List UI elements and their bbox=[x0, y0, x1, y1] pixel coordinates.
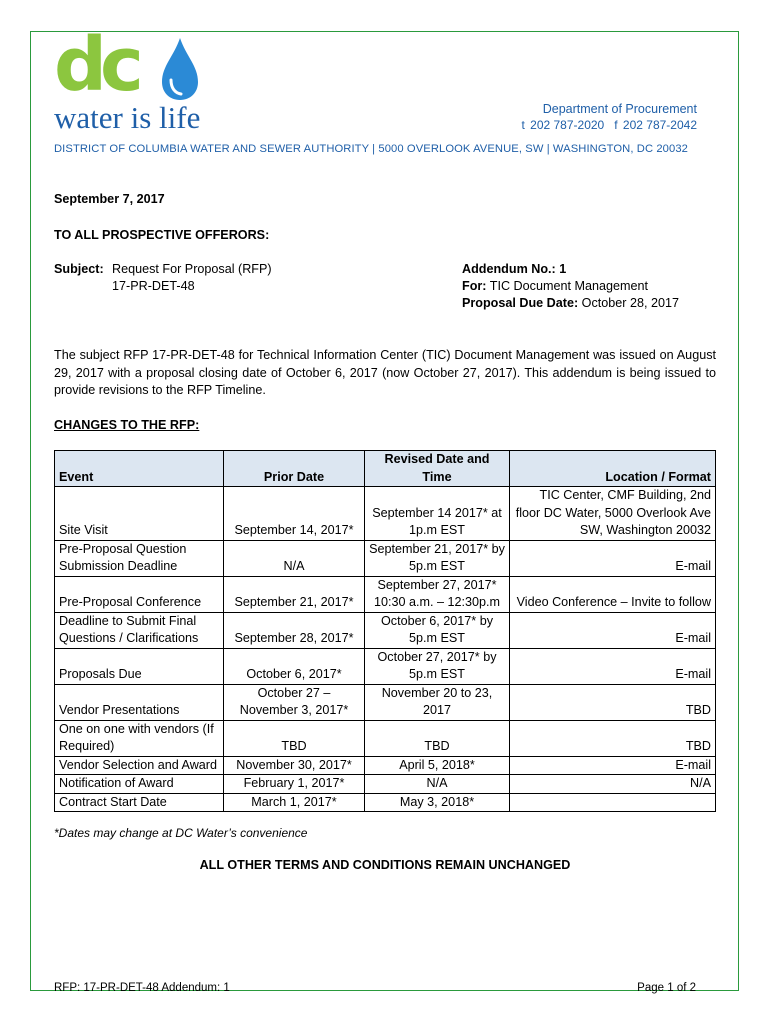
fax-number: 202 787-2042 bbox=[622, 118, 697, 132]
header-event: Event bbox=[55, 451, 224, 487]
cell-prior: October 27 – November 3, 2017* bbox=[224, 684, 365, 720]
cell-location: TBD bbox=[510, 684, 716, 720]
table-row bbox=[55, 684, 716, 720]
cell-event: Proposals Due bbox=[55, 648, 224, 684]
cell-event: Site Visit bbox=[55, 487, 224, 541]
cell-event: Vendor Presentations bbox=[55, 684, 224, 720]
cell-location: TBD bbox=[510, 720, 716, 756]
changes-heading: CHANGES TO THE RFP: bbox=[54, 418, 200, 432]
cell-revised: September 21, 2017* by 5p.m EST bbox=[365, 540, 510, 576]
table-row bbox=[55, 648, 716, 684]
table-row bbox=[55, 576, 716, 612]
for-value: TIC Document Management bbox=[489, 279, 648, 293]
cell-revised: September 27, 2017* 10:30 a.m. – 12:30p.m bbox=[365, 576, 510, 612]
table-row bbox=[55, 540, 716, 576]
cell-location: E-mail bbox=[510, 648, 716, 684]
footer-reference: RFP: 17-PR-DET-48 Addendum: 1 bbox=[54, 982, 230, 994]
cell-revised: May 3, 2018* bbox=[365, 793, 510, 812]
cell-location: E-mail bbox=[510, 756, 716, 775]
cell-prior: September 28, 2017* bbox=[224, 612, 365, 648]
contact-numbers bbox=[521, 118, 697, 132]
cell-prior: February 1, 2017* bbox=[224, 775, 365, 794]
cell-prior: September 14, 2017* bbox=[224, 487, 365, 541]
cell-event: Deadline to Submit Final Questions / Clarifications bbox=[55, 612, 224, 648]
table-row bbox=[55, 756, 716, 775]
cell-location bbox=[510, 793, 716, 812]
due-date-value: October 28, 2017 bbox=[581, 296, 679, 310]
cell-event: Notification of Award bbox=[55, 775, 224, 794]
cell-prior: November 30, 2017* bbox=[224, 756, 365, 775]
header-revised-date: Revised Date and Time bbox=[365, 451, 510, 487]
cell-location: N/A bbox=[510, 775, 716, 794]
header-prior-date: Prior Date bbox=[224, 451, 365, 487]
cell-location: E-mail bbox=[510, 540, 716, 576]
cell-prior: March 1, 2017* bbox=[224, 793, 365, 812]
cell-event: Pre-Proposal Question Submission Deadline bbox=[55, 540, 224, 576]
cell-location: E-mail bbox=[510, 612, 716, 648]
letter-date: September 7, 2017 bbox=[54, 192, 165, 206]
phone-label: t bbox=[521, 118, 525, 132]
department-name: Department of Procurement bbox=[542, 102, 697, 116]
cell-revised: TBD bbox=[365, 720, 510, 756]
cell-location: TIC Center, CMF Building, 2nd floor DC Water, 5000 Overlook Ave SW, Washington 20032 bbox=[510, 487, 716, 541]
cell-prior: TBD bbox=[224, 720, 365, 756]
dates-note: *Dates may change at DC Water’s convenience bbox=[54, 826, 308, 840]
table-row bbox=[55, 793, 716, 812]
subject-line-1: Request For Proposal (RFP) bbox=[112, 262, 272, 276]
subject-line-2: 17-PR-DET-48 bbox=[112, 279, 195, 293]
dc-logo-letters: dc bbox=[54, 22, 137, 108]
header-location: Location / Format bbox=[510, 451, 716, 487]
cell-location: Video Conference – Invite to follow bbox=[510, 576, 716, 612]
cell-prior: October 6, 2017* bbox=[224, 648, 365, 684]
closing-statement: ALL OTHER TERMS AND CONDITIONS REMAIN UNCHANGED bbox=[199, 858, 571, 872]
cell-event: Pre-Proposal Conference bbox=[55, 576, 224, 612]
cell-revised: April 5, 2018* bbox=[365, 756, 510, 775]
cell-revised: November 20 to 23, 2017 bbox=[365, 684, 510, 720]
logo-tagline: water is life bbox=[54, 100, 201, 135]
water-drop-icon bbox=[160, 36, 200, 102]
cell-prior: September 21, 2017* bbox=[224, 576, 365, 612]
rfp-timeline-table bbox=[54, 450, 716, 812]
due-date-label: Proposal Due Date: bbox=[462, 296, 579, 310]
table-row bbox=[55, 775, 716, 794]
body-paragraph: The subject RFP 17-PR-DET-48 for Technical Information Center (TIC) Document Management was issued on August 29, 2017 with a proposal closing date of October 6, 2017 (now October 27, 2017). This addendum is being issued to provide revisions to the RFP Timeline. bbox=[54, 348, 716, 397]
table-header-row bbox=[55, 451, 716, 487]
fax-label: f bbox=[614, 118, 618, 132]
cell-revised: October 27, 2017* by 5p.m EST bbox=[365, 648, 510, 684]
subject-label: Subject: bbox=[54, 262, 104, 276]
phone-number: 202 787-2020 bbox=[530, 118, 605, 132]
due-date-line bbox=[462, 295, 679, 312]
cell-revised: September 14 2017* at 1p.m EST bbox=[365, 487, 510, 541]
footer-page-number: Page 1 of 2 bbox=[637, 982, 696, 994]
authority-address-line: DISTRICT OF COLUMBIA WATER AND SEWER AUTHORITY | 5000 OVERLOOK AVENUE, SW | WASHINGTON, DC 20032 bbox=[54, 143, 688, 155]
table-row bbox=[55, 487, 716, 541]
cell-revised: October 6, 2017* by 5p.m EST bbox=[365, 612, 510, 648]
for-label: For: bbox=[462, 279, 487, 293]
table-row bbox=[55, 720, 716, 756]
salutation: TO ALL PROSPECTIVE OFFERORS: bbox=[54, 228, 270, 242]
cell-revised: N/A bbox=[365, 775, 510, 794]
cell-prior: N/A bbox=[224, 540, 365, 576]
for-line bbox=[462, 278, 648, 295]
cell-event: Contract Start Date bbox=[55, 793, 224, 812]
cell-event: One on one with vendors (If Required) bbox=[55, 720, 224, 756]
addendum-number: Addendum No.: 1 bbox=[462, 262, 567, 276]
table-row bbox=[55, 612, 716, 648]
cell-event: Vendor Selection and Award bbox=[55, 756, 224, 775]
